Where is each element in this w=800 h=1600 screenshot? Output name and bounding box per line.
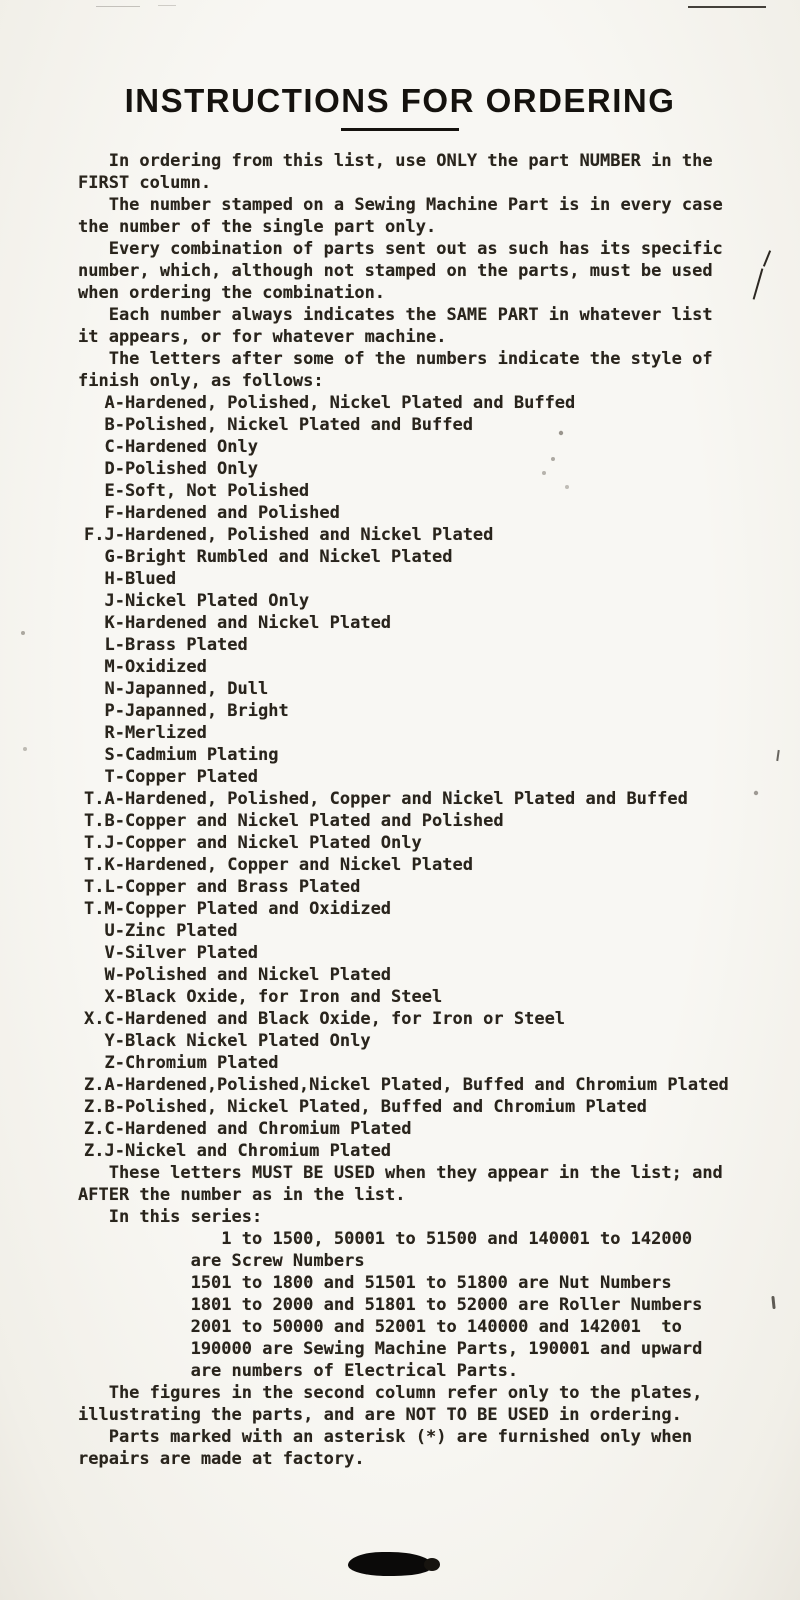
scan-artifact-margin-slash xyxy=(753,268,764,299)
text-line: Every combination of parts sent out as such has its specific xyxy=(108,239,723,259)
finish-code: L xyxy=(104,635,115,655)
finish-code-line xyxy=(84,898,746,920)
finish-code-line xyxy=(84,854,746,876)
finish-code: Z xyxy=(104,1053,115,1073)
finish-code-line xyxy=(84,612,746,634)
finish-code-line xyxy=(84,1008,746,1030)
finish-code-line xyxy=(84,942,746,964)
finish-description: -Japanned, Dull xyxy=(114,679,269,699)
finish-description: -Hardened and Nickel Plated xyxy=(114,613,392,633)
finish-code-line xyxy=(84,656,746,678)
finish-description: -Polished, Nickel Plated, Buffed and Chromium Plated xyxy=(114,1097,647,1117)
finish-code-line xyxy=(84,920,746,942)
text-line: when ordering the combination. xyxy=(78,283,386,303)
finish-code: A xyxy=(104,393,115,413)
text-line: 1801 to 2000 and 51801 to 52000 are Roller Numbers xyxy=(190,1295,703,1315)
text-line: 190000 are Sewing Machine Parts, 190001 and upward xyxy=(190,1339,703,1359)
finish-code-line xyxy=(84,590,746,612)
finish-code: T.M xyxy=(84,899,115,919)
finish-code-line xyxy=(84,700,746,722)
usage-paragraph xyxy=(78,1162,746,1206)
finish-description: -Hardened and Polished xyxy=(114,503,340,523)
finish-code-line xyxy=(84,876,746,898)
finish-description: -Silver Plated xyxy=(114,943,258,963)
finish-code-line xyxy=(84,524,746,546)
title-underline xyxy=(341,128,459,131)
finish-code: Z.C xyxy=(84,1119,115,1139)
finish-description: -Merlized xyxy=(114,723,207,743)
finish-code: U xyxy=(104,921,115,941)
finish-description: -Copper Plated and Oxidized xyxy=(114,899,392,919)
series-heading: In this series: xyxy=(108,1207,263,1227)
finish-description: -Hardened and Black Oxide, for Iron or Steel xyxy=(114,1009,566,1029)
finish-description: -Copper and Brass Plated xyxy=(114,877,361,897)
finish-code: T.B xyxy=(84,811,115,831)
finish-code: B xyxy=(104,415,115,435)
finish-code-line xyxy=(84,1052,746,1074)
text-line: finish only, as follows: xyxy=(78,371,324,391)
finish-code-line xyxy=(84,766,746,788)
finish-code: F xyxy=(104,503,115,523)
finish-code-line xyxy=(84,1096,746,1118)
text-line: repairs are made at factory. xyxy=(78,1449,365,1469)
text-line: Each number always indicates the SAME PART in whatever list xyxy=(108,305,713,325)
finish-code: Z.A xyxy=(84,1075,115,1095)
finish-description: -Polished and Nickel Plated xyxy=(114,965,392,985)
text-line: Parts marked with an asterisk (*) are furnished only when xyxy=(108,1427,693,1447)
finish-code-line xyxy=(84,568,746,590)
text-line: The number stamped on a Sewing Machine Part is in every case xyxy=(108,195,723,215)
intro-paragraphs xyxy=(78,150,746,392)
finish-code: Z.J xyxy=(84,1141,115,1161)
finish-code: T.A xyxy=(84,789,115,809)
finish-code-line xyxy=(84,546,746,568)
finish-code-line xyxy=(84,458,746,480)
text-line: AFTER the number as in the list. xyxy=(78,1185,406,1205)
finish-description: -Copper and Nickel Plated and Polished xyxy=(114,811,504,831)
text-line: 2001 to 50000 and 52001 to 140000 and 142001 to xyxy=(190,1317,682,1337)
finish-code-line xyxy=(84,392,746,414)
finish-description: -Zinc Plated xyxy=(114,921,238,941)
finish-code: T.J xyxy=(84,833,115,853)
scan-artifact-top-dash-2 xyxy=(158,5,176,6)
finish-code-line xyxy=(84,832,746,854)
finish-description: -Cadmium Plating xyxy=(114,745,279,765)
finish-description: -Hardened and Chromium Plated xyxy=(114,1119,412,1139)
finish-description: -Black Oxide, for Iron and Steel xyxy=(114,987,443,1007)
finish-code: X.C xyxy=(84,1009,115,1029)
finish-code-line xyxy=(84,722,746,744)
finish-code-line xyxy=(84,436,746,458)
finish-description: -Oxidized xyxy=(114,657,207,677)
text-line: 1 to 1500, 50001 to 51500 and 140001 to 142000 xyxy=(221,1229,693,1249)
finish-description: -Bright Rumbled and Nickel Plated xyxy=(114,547,453,567)
text-line: are numbers of Electrical Parts. xyxy=(190,1361,519,1381)
finish-code: T xyxy=(104,767,115,787)
finish-code-line xyxy=(84,1140,746,1162)
text-line: 1501 to 1800 and 51501 to 51800 are Nut Numbers xyxy=(190,1273,672,1293)
finish-description: -Polished, Nickel Plated and Buffed xyxy=(114,415,473,435)
closing-paragraphs xyxy=(78,1382,746,1470)
finish-code-line xyxy=(84,678,746,700)
scan-artifact-margin-tick-2 xyxy=(771,1296,775,1309)
finish-code: N xyxy=(104,679,115,699)
finish-code-list xyxy=(78,392,746,1162)
finish-code: T.L xyxy=(84,877,115,897)
finish-code-line xyxy=(84,502,746,524)
finish-code-line xyxy=(84,810,746,832)
scan-artifact-ink-blob-small xyxy=(424,1558,440,1571)
finish-description: -Hardened Only xyxy=(114,437,258,457)
scan-artifact-top-line xyxy=(688,6,766,8)
finish-description: -Brass Plated xyxy=(114,635,248,655)
finish-code: Z.B xyxy=(84,1097,115,1117)
finish-description: -Japanned, Bright xyxy=(114,701,289,721)
finish-code: H xyxy=(104,569,115,589)
finish-code: F.J xyxy=(84,525,115,545)
finish-code-line xyxy=(84,986,746,1008)
finish-code: W xyxy=(104,965,115,985)
finish-description: -Hardened, Copper and Nickel Plated xyxy=(114,855,473,875)
finish-code: K xyxy=(104,613,115,633)
finish-code: T.K xyxy=(84,855,115,875)
finish-description: -Soft, Not Polished xyxy=(114,481,310,501)
finish-code-line xyxy=(84,1074,746,1096)
finish-code-line xyxy=(84,788,746,810)
finish-description: -Hardened, Polished, Copper and Nickel Plated and Buffed xyxy=(114,789,688,809)
document-body xyxy=(78,150,746,1470)
finish-code-line xyxy=(84,1030,746,1052)
text-line: are Screw Numbers xyxy=(190,1251,365,1271)
finish-description: -Hardened, Polished and Nickel Plated xyxy=(114,525,494,545)
finish-description: -Copper Plated xyxy=(114,767,258,787)
finish-code: V xyxy=(104,943,115,963)
finish-code-line xyxy=(84,1118,746,1140)
finish-code-line xyxy=(84,634,746,656)
scan-artifact-specks xyxy=(0,0,2,2)
finish-code-line xyxy=(84,480,746,502)
finish-code: D xyxy=(104,459,115,479)
finish-code: J xyxy=(104,591,115,611)
text-line: the number of the single part only. xyxy=(78,217,437,237)
finish-description: -Nickel Plated Only xyxy=(114,591,310,611)
finish-description: -Hardened,Polished,Nickel Plated, Buffed and Chromium Plated xyxy=(114,1075,729,1095)
finish-code: X xyxy=(104,987,115,1007)
finish-description: -Black Nickel Plated Only xyxy=(114,1031,371,1051)
text-line: number, which, although not stamped on the parts, must be used xyxy=(78,261,713,281)
finish-description: -Polished Only xyxy=(114,459,258,479)
finish-description: -Blued xyxy=(114,569,177,589)
text-line: The letters after some of the numbers indicate the style of xyxy=(108,349,713,369)
finish-description: -Nickel and Chromium Plated xyxy=(114,1141,392,1161)
text-line: it appears, or for whatever machine. xyxy=(78,327,447,347)
scan-artifact-margin-mark xyxy=(763,250,771,267)
text-line: illustrating the parts, and are NOT TO BE USED in ordering. xyxy=(78,1405,682,1425)
finish-code: P xyxy=(104,701,115,721)
finish-code-line xyxy=(84,744,746,766)
text-line: FIRST column. xyxy=(78,173,212,193)
finish-code: M xyxy=(104,657,115,677)
scan-artifact-margin-tick xyxy=(776,750,780,761)
finish-code-line xyxy=(84,414,746,436)
scan-artifact-ink-blob xyxy=(348,1552,432,1576)
text-line: The figures in the second column refer only to the plates, xyxy=(108,1383,703,1403)
finish-code: R xyxy=(104,723,115,743)
series-block xyxy=(191,1228,746,1382)
finish-code: Y xyxy=(104,1031,115,1051)
text-line: These letters MUST BE USED when they appear in the list; and xyxy=(108,1163,723,1183)
page-title: INSTRUCTIONS FOR ORDERING xyxy=(124,82,676,119)
finish-code: E xyxy=(104,481,115,501)
finish-code: C xyxy=(104,437,115,457)
finish-code-line xyxy=(84,964,746,986)
finish-code: S xyxy=(104,745,115,765)
finish-code: G xyxy=(104,547,115,567)
scan-artifact-top-dash xyxy=(96,6,140,7)
finish-description: -Copper and Nickel Plated Only xyxy=(114,833,422,853)
text-line: In ordering from this list, use ONLY the part NUMBER in the xyxy=(108,151,713,171)
finish-description: -Hardened, Polished, Nickel Plated and Buffed xyxy=(114,393,576,413)
finish-description: -Chromium Plated xyxy=(114,1053,279,1073)
